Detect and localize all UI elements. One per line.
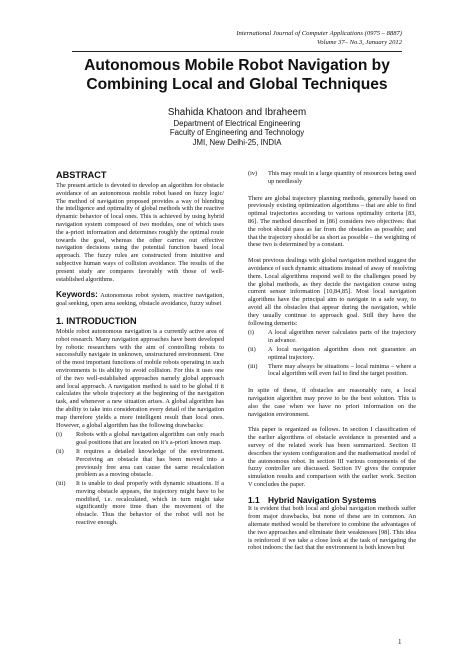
list-marker: (iii): [248, 362, 258, 370]
list-marker: (i): [56, 431, 62, 439]
affiliation: [100, 119, 374, 147]
header-rule: [72, 51, 402, 52]
left-column: [56, 170, 224, 528]
list-marker: (iv): [248, 170, 258, 177]
intro-text: Mobile robot autonomous navigation is a currently active area of robot research. Many navigation approaches have been developed by robotic researchers with the aim of controlling robots to successfully navigate in unknown, unstructured environment. One of the most important functions of mobile robots operating in such environments is its ability to avoid collision. For this it uses one of the two well-established approaches namely global approach and local approach. A navigation method is said to be global if it calculates the whole trajectory at the beginning of the navigation task, and whenever a new situation arises. A global algorithm has the ability to take into consideration every detail of the navigation map therefore yields a more intelligent result than local ones. However, a global algorithm has the following drawbacks:: [56, 327, 224, 429]
journal-name: International Journal of Computer Applications (0975 – 8887): [236, 30, 402, 37]
journal-volume: Volume 37– No.3, January 2012: [317, 38, 402, 46]
affiliation-location: JMI, New Delhi-25, INDIA: [192, 137, 282, 147]
list-item: [248, 170, 416, 186]
keywords: [56, 291, 224, 308]
list-item: [56, 448, 224, 479]
local-demerits-list: [248, 329, 416, 378]
paragraph: In spite of these, if obstacles are reasonably rare, a local navigation algorithm may prove to be the best solution. This is also the case when we have no priori information on the navigation environment.: [248, 387, 416, 418]
global-drawbacks-list: [56, 431, 224, 527]
drawback-continued-list: [248, 170, 416, 186]
paragraph: Most previous dealings with global navigation method suggest the avoidance of such dynamic situations instead of away of resolving them. Local algorithms respond well to the challenges posed by the global methods, as they decide the navigation course using current sensor information [10,84,85]. Most local navigation algorithms have the principal aim to navigate in a safe way, to avoid all the obstacles that appear during the navigation, while they usually continue to approach goal. Still they have the following demerits:: [248, 257, 416, 327]
list-item-text: A local algorithm never calculates parts of the trajectory in advance.: [268, 329, 416, 345]
subsection-number: 1.1: [248, 494, 260, 505]
list-item-text: A local navigation algorithm does not guarantee an optimal trajectory.: [268, 345, 416, 361]
journal-header: [102, 30, 402, 47]
page-number: 1: [398, 638, 402, 646]
keywords-text: Autonomous robot system, reactive navigation, goal seeking, open area seeking, obstacle avoidance, fuzzy subset: [56, 292, 224, 308]
paper-title: Autonomous Mobile Robot Navigation by Combining Local and Global Techniques: [84, 57, 390, 93]
affiliation-faculty: Faculty of Engineering and Technology: [169, 128, 305, 138]
affiliation-department: Department of Electrical Engineering: [173, 119, 301, 128]
list-item: [248, 329, 416, 345]
subsection-title: Hybrid Navigation Systems: [268, 494, 377, 505]
paragraph: It is evident that both local and global navigation methods suffer from major drawbacks, but none of these are in common. An alternate method would be therefore to combine the advantages of the two approaches and eliminate their weaknesses [98]. This idea is reinforced if we take a close look at the task of navigating the robot indoors: the fact that the environment is both known but: [248, 505, 416, 552]
list-item: [56, 480, 224, 527]
keywords-label: Keywords:: [56, 290, 98, 300]
abstract-text: The present article is devoted to develop an algorithm for obstacle avoidance of an autonomous mobile robot based on fuzzy logic/ The method of navigation proposed provides a way of blending the intelligence and optimality of global methods with the reactive dynamic behavior of local ones. This is achieved by using hybrid navigation system composed of two modules, one of which uses the a-priori information and determines roughly the optimal route towards the goal, whereas the other carries out effective navigation decisions using the potential function based local approach. The fuzzy rules are constructed from intuitive and subjective human ways of collision avoidance. The results of the present study are compares favorably with those of well-established algorithms.: [56, 182, 224, 283]
list-item-text: It is unable to deal properly with dynamic situations. If a moving obstacle appears, the trajectory might have to be modified, i.e. recalculated, which in turn might take significantly more time than the movement of the obstacle. Thus the behavior of the robot will not be reactive enough.: [76, 480, 224, 527]
list-item: [248, 346, 416, 362]
list-item: [248, 363, 416, 379]
list-item-text: This may result in a large quantity of resources being used up needlessly: [268, 170, 416, 185]
list-item-text: There may always be situations – local minima – where a local algorithm will even fail to find the target position.: [268, 362, 416, 378]
right-column: [248, 170, 416, 552]
list-item-text: Robots with a global navigation algorithm can only reach goal positions that are located on it’s a-priori known map.: [76, 431, 224, 447]
list-marker: (ii): [56, 447, 64, 455]
paragraph: There are global trajectory planning methods, generally based on previously existing optimization algorithms – that are able to find optimal trajectories according to various optimality criteria [83, 86]. The method described in [86] considers two objectives: that the robot should pass as far from the obstacles as possible; and that the trajectory should be as short as possible – the weighting of these two is determined by a constant.: [248, 194, 416, 249]
intro-heading: 1. INTRODUCTION: [56, 315, 137, 326]
list-item-text: It requires a detailed knowledge of the environment. Perceiving an obstacle that has been moved into a previously free area can cause the same recalculation problem as a moving obstacle.: [76, 447, 224, 479]
abstract-heading: ABSTRACT: [56, 170, 107, 180]
paragraph: This paper is organized as follows. In section I classification of the earlier algorithms of obstacle avoidance is presented and a survey of the related work has been summarized. Section II describes the system configuration and the mathematical model of the autonomous robot. In section III various components of the fuzzy controller are discussed. Section IV gives the computer simulation results and comparison with the earlier work. Section V concludes the paper.: [248, 426, 416, 488]
authors: Shahida Khatoon and Ibraheem: [167, 107, 307, 118]
list-marker: (i): [248, 329, 254, 337]
list-marker: (ii): [248, 345, 256, 353]
list-marker: (iii): [56, 480, 66, 488]
list-item: [56, 431, 224, 447]
subsection-heading: [248, 494, 416, 505]
